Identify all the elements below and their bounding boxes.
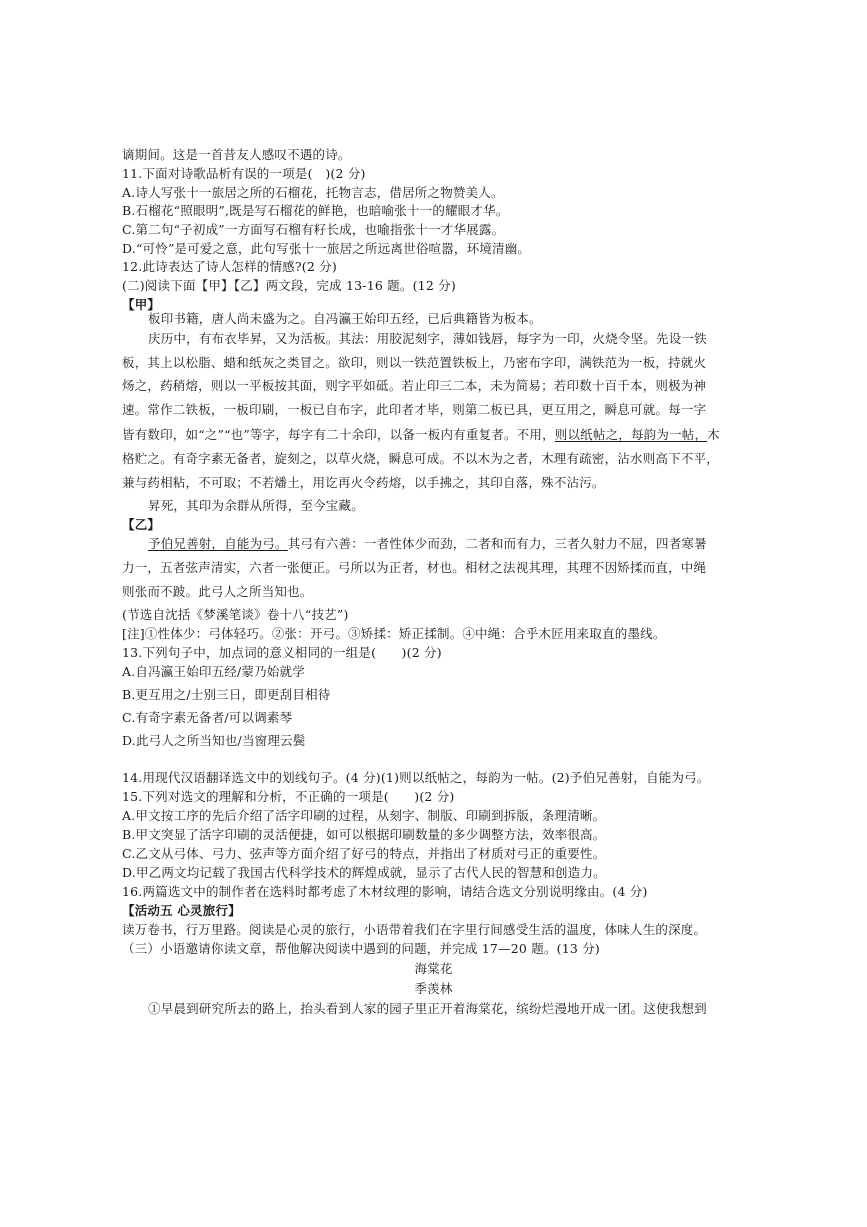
passage-line: 庆历中，有布衣毕昇，又为活板。其法：用胶泥刻字，薄如钱唇，每字为一印，火烧令坚。先设一铁 xyxy=(148,331,707,346)
activity-intro: 读万卷书，行万里路。阅读是心灵的旅行，小语带着我们在字里行间感受生活的温度，体味人生的深度。 xyxy=(122,922,707,937)
section-heading: (二)阅读下面【甲】【乙】两文段，完成 13-16 题。(12 分) xyxy=(122,278,456,293)
source-note: (节选自沈括《梦溪笔谈》卷十八“技艺”) xyxy=(122,607,349,622)
question-14: 14.用现代汉语翻译选文中的划线句子。(4 分)(1)则以纸帖之，每韵为一帖。(2)予伯兄善射，自能为弓。 xyxy=(122,770,710,785)
text-segment: 木 xyxy=(707,427,720,442)
question-16: 16.两篇选文中的制作者在选料时都考虑了木材纹理的影响，请结合选文分别说明缘由。(4 分) xyxy=(122,884,648,899)
section-heading: （三）小语邀请你读文章，帮他解决阅读中遇到的问题，并完成 17—20 题。(13 分) xyxy=(122,941,600,956)
passage-line: 力一，五者弦声清实，六者一张便正。弓所以为正者，材也。相材之法视其理，其理不因矫揉而直，中绳 xyxy=(122,560,707,575)
passage-line: 板印书籍，唐人尚未盛为之。自冯瀛王始印五经，已后典籍皆为板本。 xyxy=(148,311,542,326)
question-15: 15.下列对选文的理解和分析，不正确的一项是( )(2 分) xyxy=(122,789,455,804)
option-d: D.此弓人之所当知也/当窗理云鬓 xyxy=(122,733,306,748)
question-12: 12.此诗表达了诗人怎样的情感?(2 分) xyxy=(122,259,337,274)
option-c: C.第二句“子初成”一方面写石榴有籽长成，也喻指张十一才华展露。 xyxy=(122,222,505,237)
question-13: 13.下列句子中，加点词的意义相同的一组是( )(2 分) xyxy=(122,645,442,660)
passage-line xyxy=(122,426,762,444)
option-c: C.乙文从弓体、弓力、弦声等方面介绍了好弓的特点，并指出了材质对弓正的重要性。 xyxy=(122,846,606,861)
passage-line: 兼与药相粘，不可取；不若燔土，用讫再火令药熔，以手拂之，其印自落，殊不沾污。 xyxy=(122,475,605,490)
article-paragraph: ①早晨到研究所去的路上，抬头看到人家的园子里正开着海棠花，缤纷烂漫地开成一团。这使我想到 xyxy=(148,1001,707,1016)
option-a: A.诗人写张十一旅居之所的石榴花，托物言志，借居所之物赞美人。 xyxy=(122,185,504,200)
passage-yi-label: 【乙】 xyxy=(122,517,161,532)
text-segment: 其弓有六善：一者性体少而劲，二者和而有力，三者久射力不屈，四者寒暑 xyxy=(287,536,707,551)
passage-line: 速。常作二铁板，一板印刷，一板已自布字，此印者才毕，则第二板已具，更互用之，瞬息可就。每一字 xyxy=(122,402,707,417)
text-segment: 皆有数印，如“之”“也”等字，每字有二十余印，以备一板内有重复者。不用， xyxy=(122,427,555,442)
activity-heading: 【活动五 心灵旅行】 xyxy=(122,903,241,918)
option-d: D.甲乙两文均记载了我国古代科学技术的辉煌成就，显示了古代人民的智慧和创造力。 xyxy=(122,865,606,880)
option-b: B.石榴花“照眼明”,既是写石榴花的鲜艳，也暗喻张十一的耀眼才华。 xyxy=(122,203,509,218)
passage-line: 则张而不跛。此弓人之所当知也。 xyxy=(122,584,313,599)
option-b: B.甲文突显了活字印刷的灵活便捷，如可以根据印刷数量的多少调整方法，效率很高。 xyxy=(122,827,606,842)
article-title: 海棠花 xyxy=(414,961,453,976)
passage-line: 格贮之。有奇字素无备者，旋刻之，以草火烧，瞬息可成。不以木为之者，木理有疏密，沾水则高下不平， xyxy=(122,451,719,466)
question-11: 11.下面对诗歌品析有误的一项是( )(2 分) xyxy=(122,166,366,181)
option-c: C.有奇字素无备者/可以调素琴 xyxy=(122,710,293,725)
passage-line xyxy=(148,535,707,553)
passage-line: 炀之，药稍熔，则以一平板按其面，则字平如砥。若止印三二本，未为简易；若印数十百千本，则极为神 xyxy=(122,378,707,393)
passage-line: 板，其上以松脂、蜡和纸灰之类冒之。欲印，则以一铁范置铁板上，乃密布字印，满铁范为一板，持就火 xyxy=(122,355,707,370)
article-author: 季羡林 xyxy=(414,981,453,996)
option-d: D.“可怜”是可爱之意，此句写张十一旅居之所远离世俗喧嚣，环境清幽。 xyxy=(122,241,531,256)
text-line: 谪期间。这是一首昔友人感叹不遇的诗。 xyxy=(122,147,351,162)
passage-line: 昇死，其印为余群从所得，至今宝藏。 xyxy=(148,498,364,513)
passage-jia-label: 【甲】 xyxy=(122,297,161,312)
option-a: A.甲文按工序的先后介绍了活字印刷的过程，从刻字、制版、印刷到拆版，条理清晰。 xyxy=(122,808,606,823)
annotation-note: [注]①性体少：弓体轻巧。②张：开弓。③矫揉：矫正揉制。④中绳：合乎木匠用来取直的墨线。 xyxy=(122,626,666,641)
underlined-sentence: 则以纸帖之，每韵为一帖， xyxy=(554,427,708,442)
underlined-sentence: 予伯兄善射，自能为弓。 xyxy=(148,536,288,551)
option-b: B.更互用之/士别三日，即更刮目相待 xyxy=(122,687,331,702)
option-a: A.自冯瀛王始印五经/蒙乃始就学 xyxy=(122,664,305,679)
